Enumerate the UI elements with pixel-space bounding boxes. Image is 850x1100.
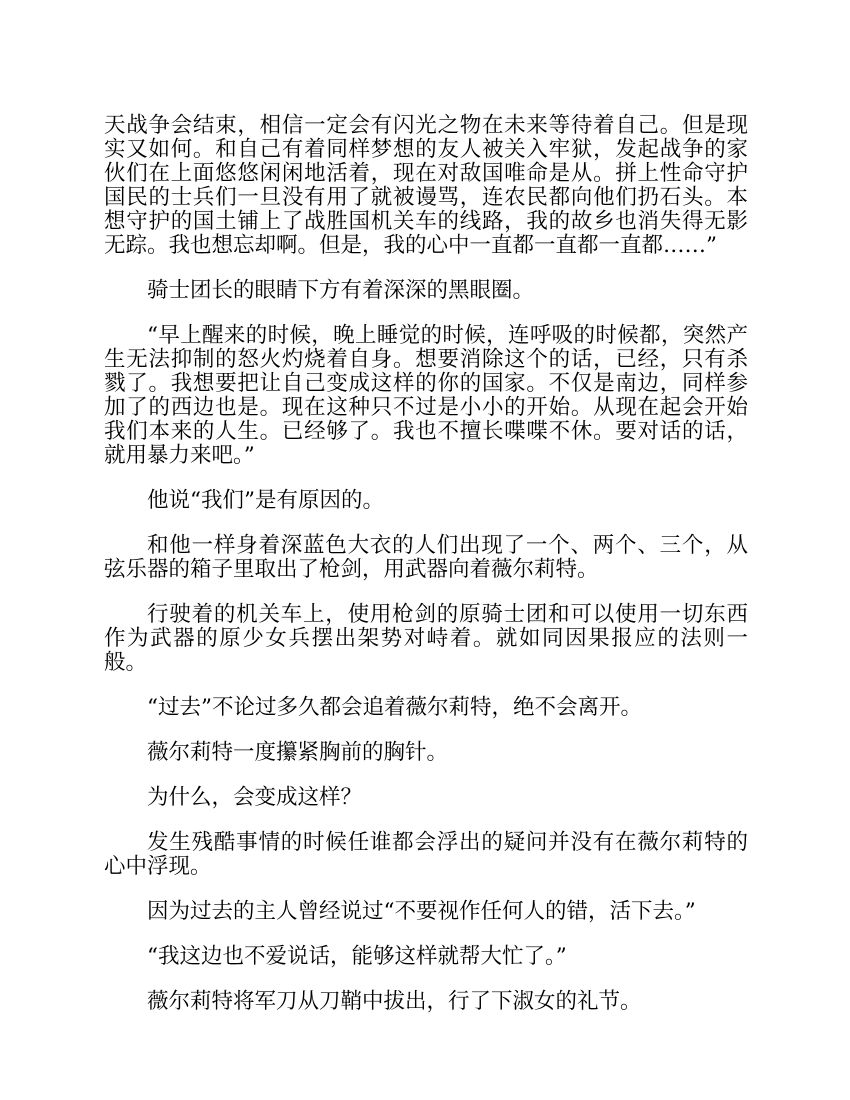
paragraph-1: 天战争会结束，相信一定会有闪光之物在未来等待着自己。但是现实又如何。和自己有着同样梦想的友人被关入牢狱，发起战争的家伙们在上面悠悠闲闲地活着，现在对敌国唯命是从。拼上性命守护国民的士兵们一旦没有用了就被谩骂，连农民都向他们扔石头。本想守护的国土铺上了战胜国机关车的线路，我的故乡也消失得无影无踪。我也想忘却啊。但是，我的心中一直都一直都一直都……” (104, 113, 748, 258)
paragraph-11: 因为过去的主人曾经说过“不要视作任何人的错，活下去。” (147, 899, 696, 924)
paragraph-6: 行驶着的机关车上，使用枪剑的原骑士团和可以使用一切东西作为武器的原少女兵摆出架势对峙着。就如同因果报应的法则一般。 (104, 602, 748, 675)
paragraph-4: 他说“我们”是有原因的。 (147, 488, 384, 513)
paragraph-12: “我这边也不爱说话，能够这样就帮大忙了。” (147, 944, 567, 969)
paragraph-3: “早上醒来的时候，晚上睡觉的时候，连呼吸的时候都，突然产生无法抑制的怒火灼烧着自身。想要消除这个的话，已经，只有杀戮了。我想要把让自己变成这样的你的国家。不仅是南边，同样参加了的西边也是。现在这种只不过是小小的开始。从现在起会开始我们本来的人生。已经够了。我也不擅长喋喋不休。要对话的话，就用暴力来吧。” (104, 323, 748, 468)
paragraph-9: 为什么，会变成这样？ (147, 785, 363, 810)
paragraph-13: 薇尔莉特将军刀从刀鞘中拔出，行了下淑女的礼节。 (147, 989, 642, 1014)
document-page (104, 114, 748, 1035)
paragraph-10: 发生残酷事情的时候任谁都会浮出的疑问并没有在薇尔莉特的心中浮现。 (104, 830, 748, 879)
paragraph-5: 和他一样身着深蓝色大衣的人们出现了一个、两个、三个，从弦乐器的箱子里取出了枪剑，用武器向着薇尔莉特。 (104, 533, 748, 582)
paragraph-7: “过去”不论过多久都会追着薇尔莉特，绝不会离开。 (147, 695, 642, 720)
paragraph-2: 骑士团长的眼睛下方有着深深的黑眼圈。 (147, 278, 535, 303)
paragraph-8: 薇尔莉特一度攥紧胸前的胸针。 (147, 740, 449, 765)
